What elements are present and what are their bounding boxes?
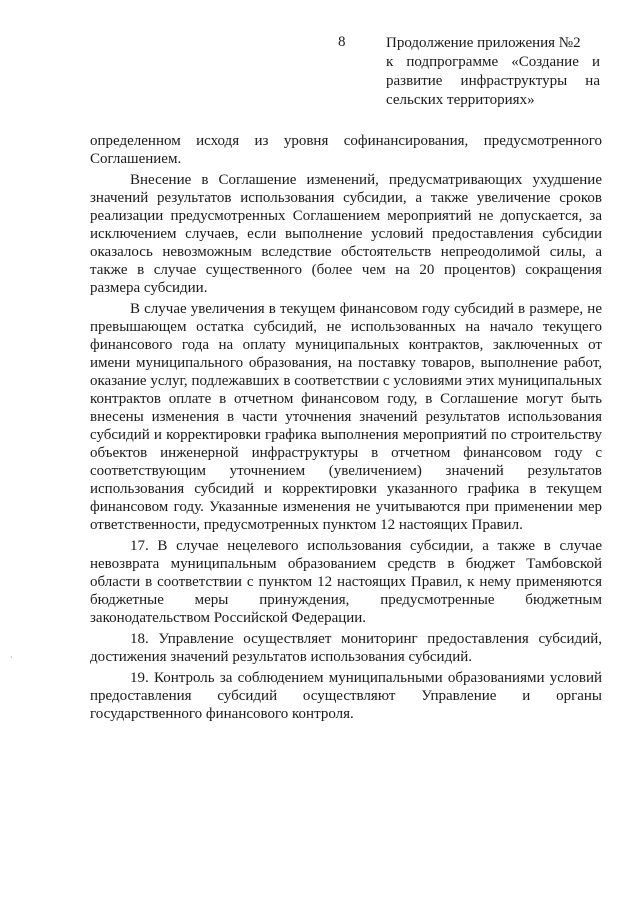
paragraph-subsidy-increase: В случае увеличения в текущем финансовом году субсидий в размере, не превышающем остатка субсидий, не использованных на начало текущего финансового года на оплату муниципальных контрактов, заключенных от имени муниципального образования, на поставку товаров, выполнение работ, оказание услуг, подлежавших в соответствии с условиями этих муниципальных контрактов оплате в отчетном финансовом году, в Соглашение могут быть внесены изменения в части уточнения значений результатов использования субсидий и корректировки графика выполнения мероприятий по строительству объектов инженерной инфраструктуры в отчетном финансовом году с соответствующим уточнением (увеличением) значений результатов использования субсидий и корректировки указанного графика в текущем финансовом году. Указанные изменения не учитываются при применении мер ответственности, предусмотренных пунктом 12 настоящих Правил. xyxy=(90,301,602,533)
paragraph-17: 17. В случае нецелевого использования субсидии, а также в случае невозврата муниципальным образованием средств в бюджет Тамбовской области в соответствии с пунктом 12 настоящих Правил, к нему применяются бюджетные меры принуждения, предусмотренные бюджетным законодательством Российской Федерации. xyxy=(90,538,602,626)
scan-margin-mark: ` xyxy=(10,655,13,665)
appendix-line-2: к подпрограмме «Создание и xyxy=(386,54,600,70)
paragraph-18: 18. Управление осуществляет мониторинг предоставления субсидий, достижения значений результатов использования субсидий. xyxy=(90,631,602,665)
appendix-header xyxy=(386,34,600,110)
paragraph-continuation: определенном исходя из уровня софинансирования, предусмотренного Соглашением. xyxy=(90,133,602,167)
paragraph-agreement-changes: Внесение в Соглашение изменений, предусматривающих ухудшение значений результатов использования субсидии, а также увеличение сроков реализации предусмотренных Соглашением мероприятий не допускается, за исключением случаев, если выполнение условий предоставления субсидии оказалось невозможным вследствие обстоятельств непреодолимой силы, а также в случае существенного (более чем на 20 процентов) сокращения размера субсидии. xyxy=(90,172,602,296)
paragraph-19: 19. Контроль за соблюдением муниципальными образованиями условий предоставления субсидий осуществляют Управление и органы государственного финансового контроля. xyxy=(90,670,602,722)
page-number: 8 xyxy=(338,34,346,50)
appendix-line-1: Продолжение приложения №2 xyxy=(386,35,581,51)
document-body xyxy=(90,132,602,726)
appendix-line-4: сельских территориях» xyxy=(386,92,535,108)
appendix-line-3: развитие инфраструктуры на xyxy=(386,73,600,89)
